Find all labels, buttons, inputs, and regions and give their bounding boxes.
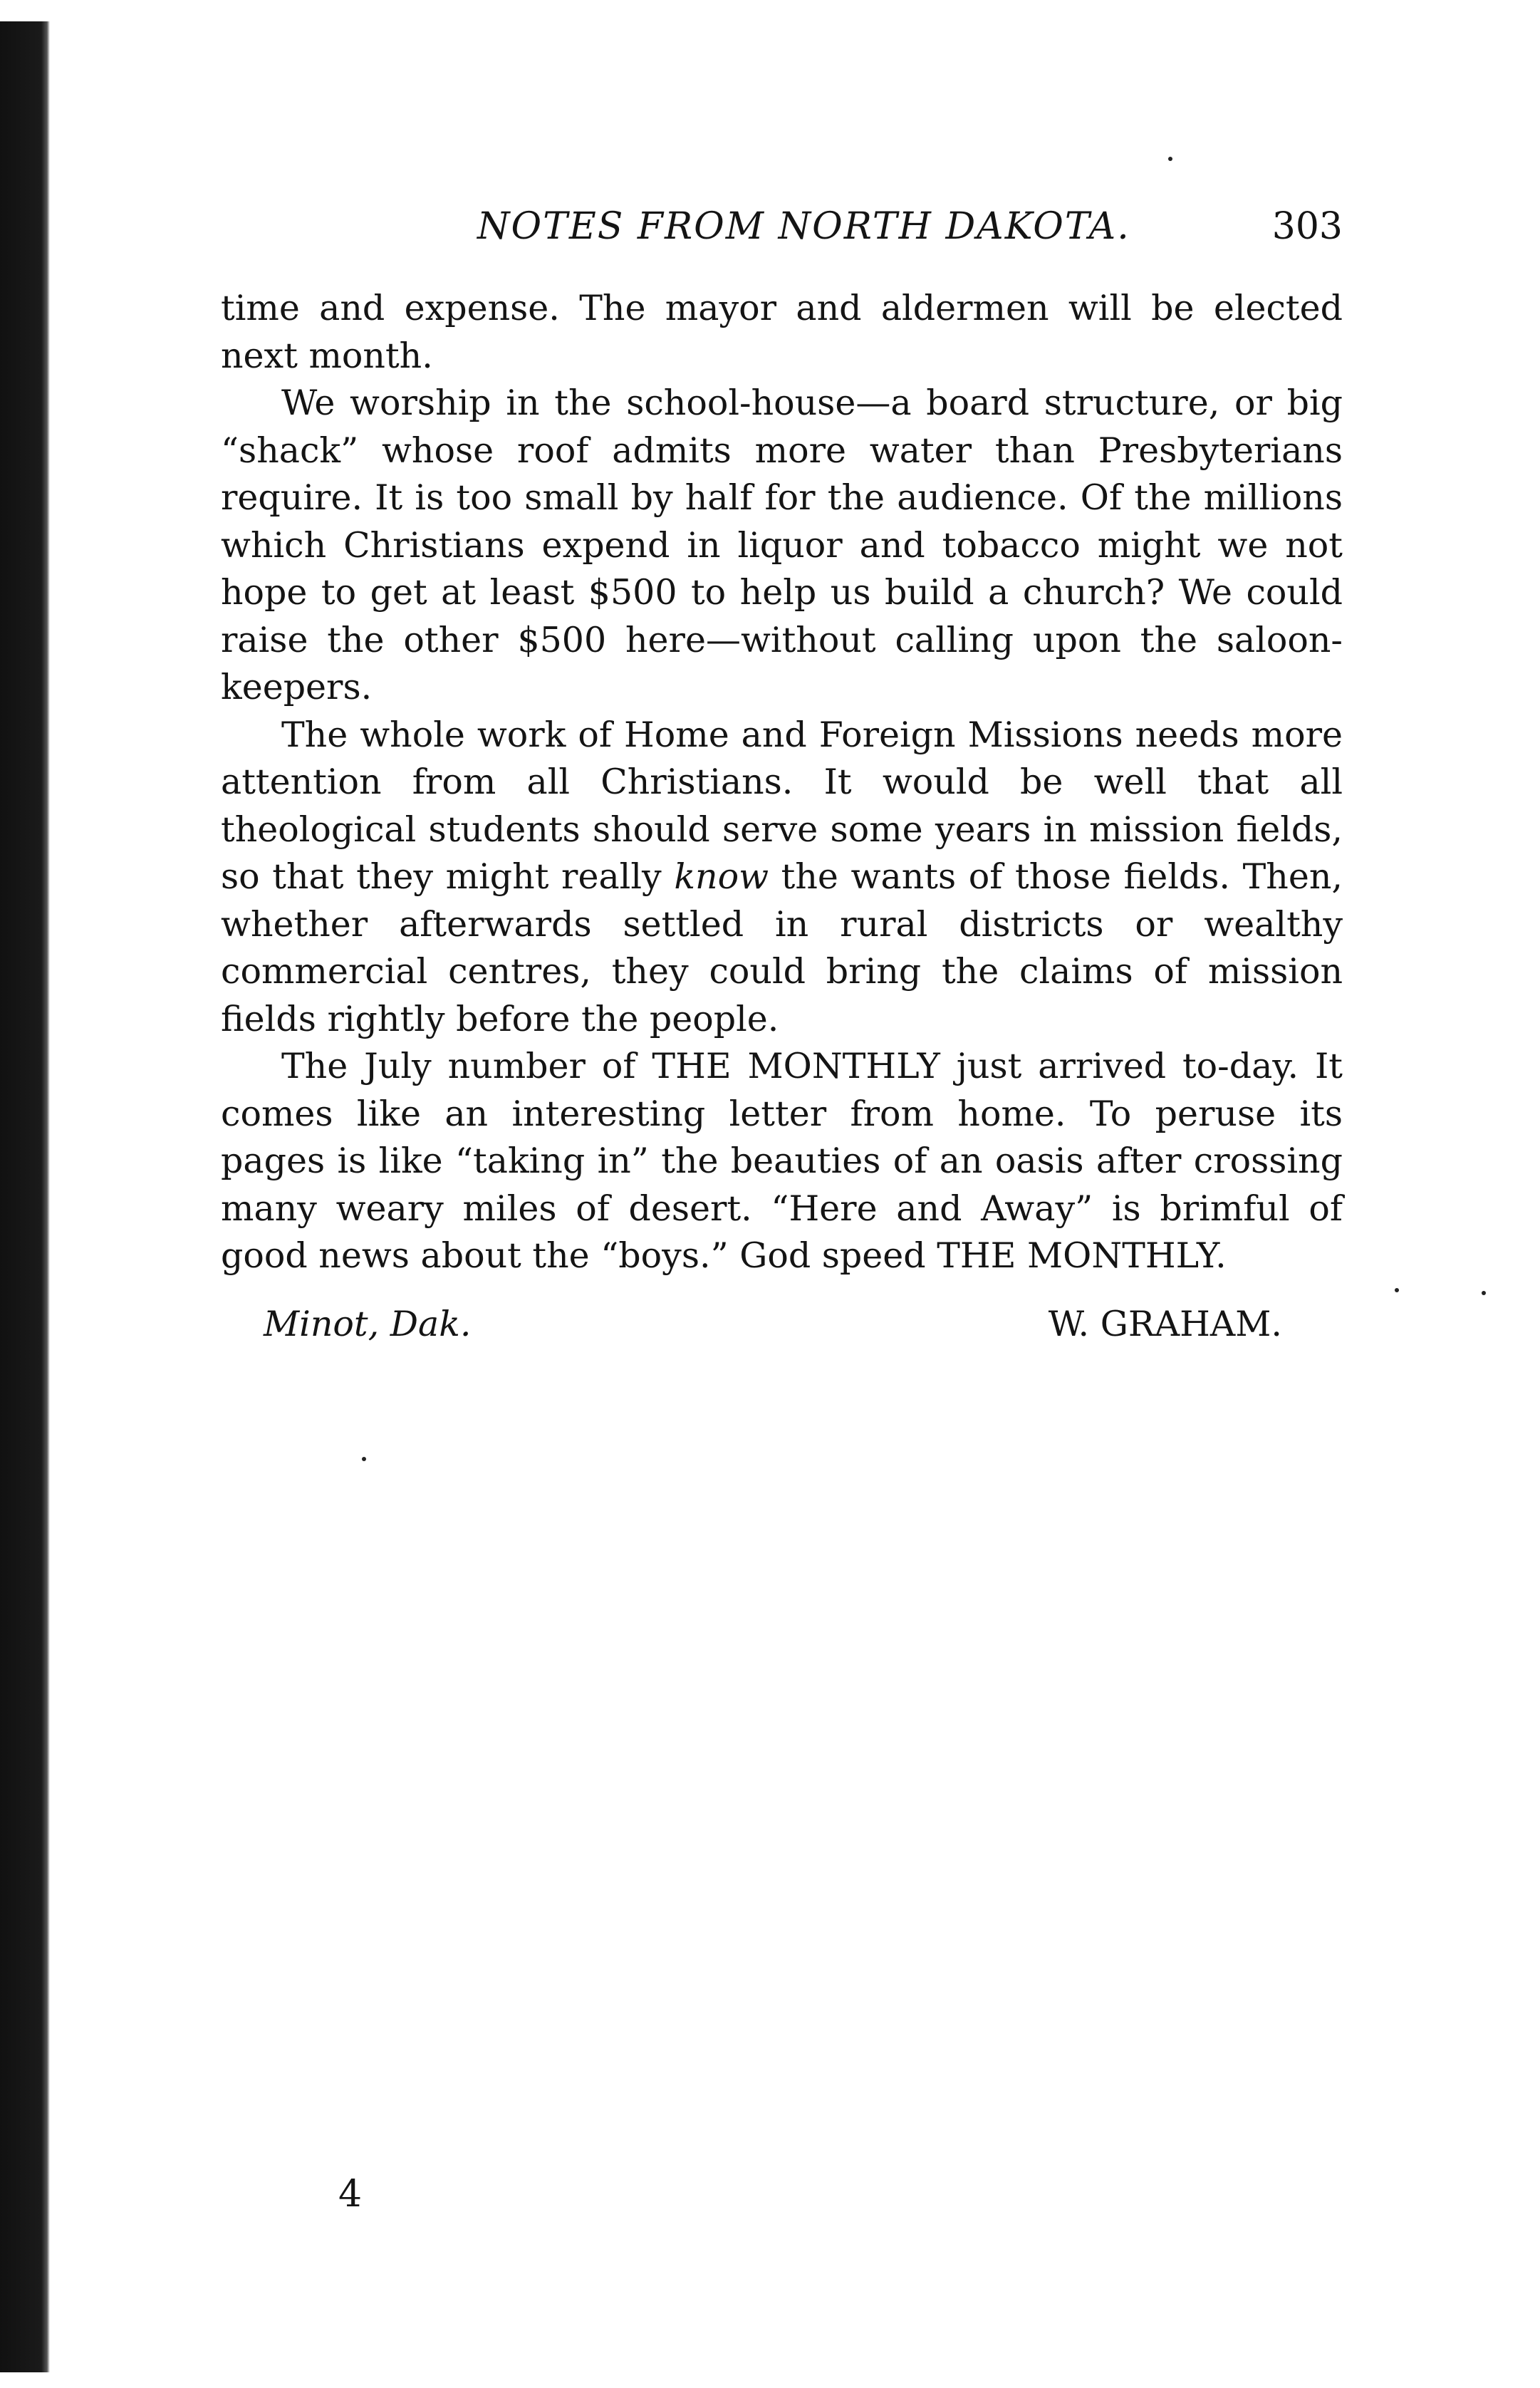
- running-head: NOTES FROM NORTH DAKOTA.: [477, 205, 1130, 248]
- paragraph-4: The July number of THE MONTHLY just arrived to-day. It comes like an interesting letter from home. To peruse its pages is like “taking in” the beauties of an oasis after crossing many weary miles of desert. “Here and Away” is brimful of good news about the “boys.” God speed THE MONTHLY.: [221, 1046, 1343, 1276]
- print-speck: [362, 1457, 366, 1461]
- paragraph-1: time and expense. The mayor and aldermen will be elected next month.: [221, 288, 1343, 376]
- signature-author: W. GRAHAM.: [1048, 1304, 1282, 1344]
- print-speck: [1395, 1288, 1399, 1292]
- signature-mark: 4: [338, 2173, 363, 2216]
- paragraph-2: We worship in the school-house—a board structure, or big “shack” whose roof admits more water than Presbyterians require. It is too small by half for the audience. Of the millions which Christians expend in liquor and tobacco might we not hope to get at least $500 to help us build a church? We could raise the other $500 here—without calling upon the saloon-keepers.: [221, 383, 1343, 707]
- paragraph-3-text-after: the wants of those fields. Then, whether afterwards settled in rural districts or wealthy commercial centres, they could bring the claims of mission fields rightly before the people.: [221, 856, 1343, 1039]
- signature-line: [264, 1304, 1282, 1354]
- print-speck: [1168, 157, 1172, 161]
- signature-place: Minot, Dak.: [264, 1304, 472, 1344]
- paragraph-3: [221, 712, 1343, 1044]
- emphasized-word: know: [674, 856, 769, 897]
- paragraph-3-text-before: The whole work of Home and Foreign Missions needs more attention from all Christians. It would be well that all theological students should serve some years in mission fields, so that they might really: [221, 714, 1343, 897]
- page-number: 303: [1271, 205, 1343, 248]
- print-speck: [1482, 1291, 1486, 1295]
- article-body: [221, 285, 1343, 1280]
- binding-edge: [0, 21, 50, 2372]
- page-header: [221, 205, 1343, 262]
